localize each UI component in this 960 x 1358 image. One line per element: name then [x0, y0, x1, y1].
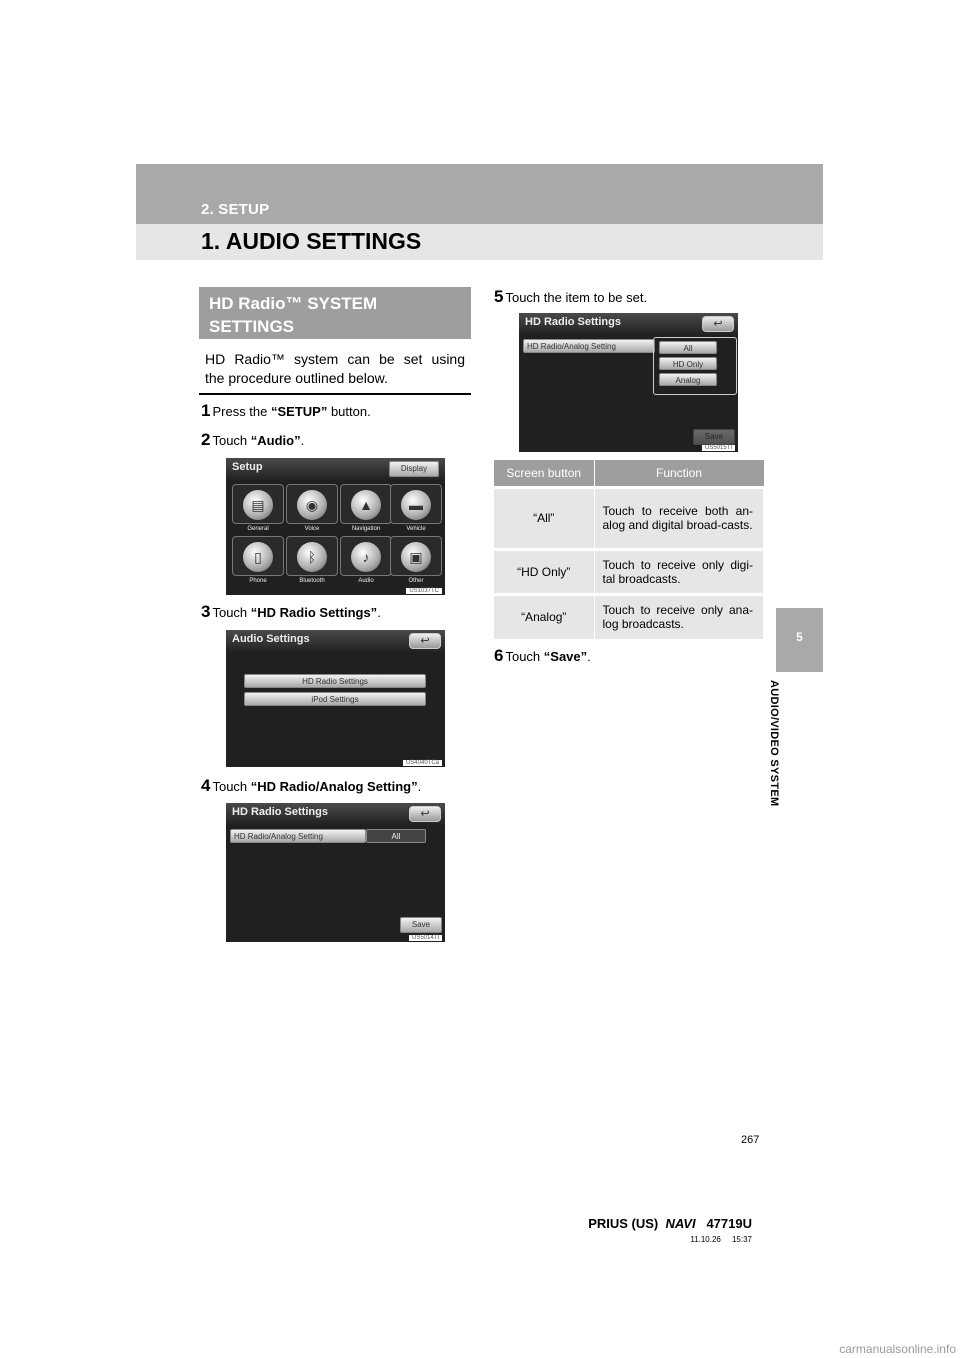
step-key: “Save” [543, 649, 588, 664]
back-icon[interactable]: ↩ [409, 806, 441, 822]
box-heading: HD Radio™ SYSTEM SETTINGS [199, 287, 471, 339]
step-number: 3 [201, 602, 211, 621]
other-icon[interactable]: ▣ [390, 536, 442, 576]
screen-button-cell: “Analog” [494, 594, 594, 639]
table-row [494, 549, 764, 594]
screen-button-cell: “HD Only” [494, 549, 594, 594]
step-text: Touch the item to be set. [505, 290, 648, 305]
screenshot-hd-radio-settings [226, 803, 445, 942]
column-header-function: Function [594, 460, 764, 487]
ipod-settings-button[interactable]: iPod Settings [244, 692, 426, 706]
screen-title: HD Radio Settings [525, 316, 621, 328]
step-number: 2 [201, 430, 211, 449]
screenshot-setup [226, 458, 445, 595]
function-cell: Touch to receive only ana-log broadcasts. [594, 594, 764, 639]
chapter-label-wrap [770, 680, 790, 830]
step-key: “Audio” [250, 433, 301, 448]
step-number: 4 [201, 776, 211, 795]
manual-code: 47719U [706, 1216, 752, 1231]
vehicle-icon[interactable]: ▬ [390, 484, 442, 524]
navigation-label: Navigation [351, 526, 381, 532]
step-number: 6 [494, 646, 504, 665]
phone-icon[interactable]: ▯ [232, 536, 284, 576]
screen-title: HD Radio Settings [232, 806, 328, 818]
bluetooth-icon[interactable]: ᛒ [286, 536, 338, 576]
footer-timestamp: 11.10.26 15:37 [690, 1235, 752, 1244]
screen-button-cell: “All” [494, 487, 594, 549]
back-icon[interactable]: ↩ [409, 633, 441, 649]
function-cell: Touch to receive both an-alog and digital broad-casts. [594, 487, 764, 549]
general-icon[interactable]: ▤ [232, 484, 284, 524]
all-option-button[interactable]: All [659, 341, 717, 354]
column-header-screen-button: Screen button [494, 460, 594, 487]
hd-only-option-button[interactable]: HD Only [659, 357, 717, 370]
hd-radio-analog-setting-button[interactable]: HD Radio/Analog Setting [523, 339, 655, 353]
image-code: US5015TI [702, 445, 735, 451]
vehicle-label: Vehicle [406, 526, 426, 532]
step-text: Press the [212, 404, 271, 419]
image-code: US4040TCa [403, 760, 442, 766]
navi-label: NAVI [665, 1216, 696, 1231]
screen-title: Setup [232, 461, 263, 473]
audio-label: Audio [358, 578, 374, 584]
table-header-row [494, 460, 764, 487]
page-header [136, 224, 823, 260]
step-text: Touch [505, 649, 544, 664]
page-title: 1. AUDIO SETTINGS [201, 228, 422, 254]
step-3 [201, 602, 381, 622]
table-row [494, 487, 764, 549]
chapter-tab [776, 608, 823, 672]
back-icon[interactable]: ↩ [702, 316, 734, 332]
intro-line-1: HD Radio™ system can be set using [205, 351, 465, 367]
step-5 [494, 287, 647, 307]
setting-value: All [366, 829, 426, 843]
step-number: 5 [494, 287, 504, 306]
box-intro [199, 345, 471, 395]
step-text-end: . [587, 649, 591, 664]
step-4 [201, 776, 421, 796]
hd-radio-settings-button[interactable]: HD Radio Settings [244, 674, 426, 688]
step-key: “HD Radio/Analog Setting” [250, 779, 418, 794]
step-text-end: . [417, 779, 422, 794]
screenshot-hd-radio-options [519, 313, 738, 452]
phone-label: Phone [249, 578, 267, 584]
step-2 [201, 430, 304, 450]
table-row [494, 594, 764, 639]
section-header [136, 164, 823, 224]
step-key: “HD Radio Settings” [250, 605, 378, 620]
save-button[interactable]: Save [400, 917, 442, 933]
step-6 [494, 646, 591, 666]
other-label: Other [408, 578, 424, 584]
intro-line-2: the procedure outlined below. [205, 370, 388, 386]
hd-radio-analog-setting-button[interactable]: HD Radio/Analog Setting [230, 829, 366, 843]
bluetooth-label: Bluetooth [299, 578, 325, 584]
step-1 [201, 401, 371, 421]
step-text: Touch [212, 779, 251, 794]
step-text: Touch [212, 433, 251, 448]
step-text-end: . [377, 605, 381, 620]
function-table [494, 460, 764, 639]
save-button[interactable]: Save [693, 429, 735, 445]
page-number: 267 [741, 1134, 760, 1146]
audio-icon[interactable]: ♪ [340, 536, 392, 576]
voice-icon[interactable]: ◉ [286, 484, 338, 524]
image-code: US1037TC [406, 588, 442, 594]
analog-option-button[interactable]: Analog [659, 373, 717, 386]
step-text-end: button. [327, 404, 371, 419]
step-key: “SETUP” [271, 404, 328, 419]
general-label: General [247, 526, 269, 532]
step-number: 1 [201, 401, 211, 420]
image-code: US5014TI [409, 935, 442, 941]
chapter-number: 5 [796, 630, 803, 644]
footer-model [588, 1216, 752, 1231]
model-name: PRIUS (US) [588, 1216, 659, 1231]
screenshot-audio-settings [226, 630, 445, 767]
navigation-icon[interactable]: ▲ [340, 484, 392, 524]
display-button[interactable]: Display [389, 461, 439, 477]
voice-label: Voice [304, 526, 320, 532]
section-title: 2. SETUP [201, 201, 270, 218]
screen-title: Audio Settings [232, 633, 310, 645]
chapter-label: AUDIO/VIDEO SYSTEM [768, 680, 780, 807]
watermark: carmanualsonline.info [839, 1342, 956, 1356]
step-text-end: . [300, 433, 305, 448]
function-cell: Touch to receive only digi-tal broadcasts. [594, 549, 764, 594]
step-text: Touch [212, 605, 251, 620]
